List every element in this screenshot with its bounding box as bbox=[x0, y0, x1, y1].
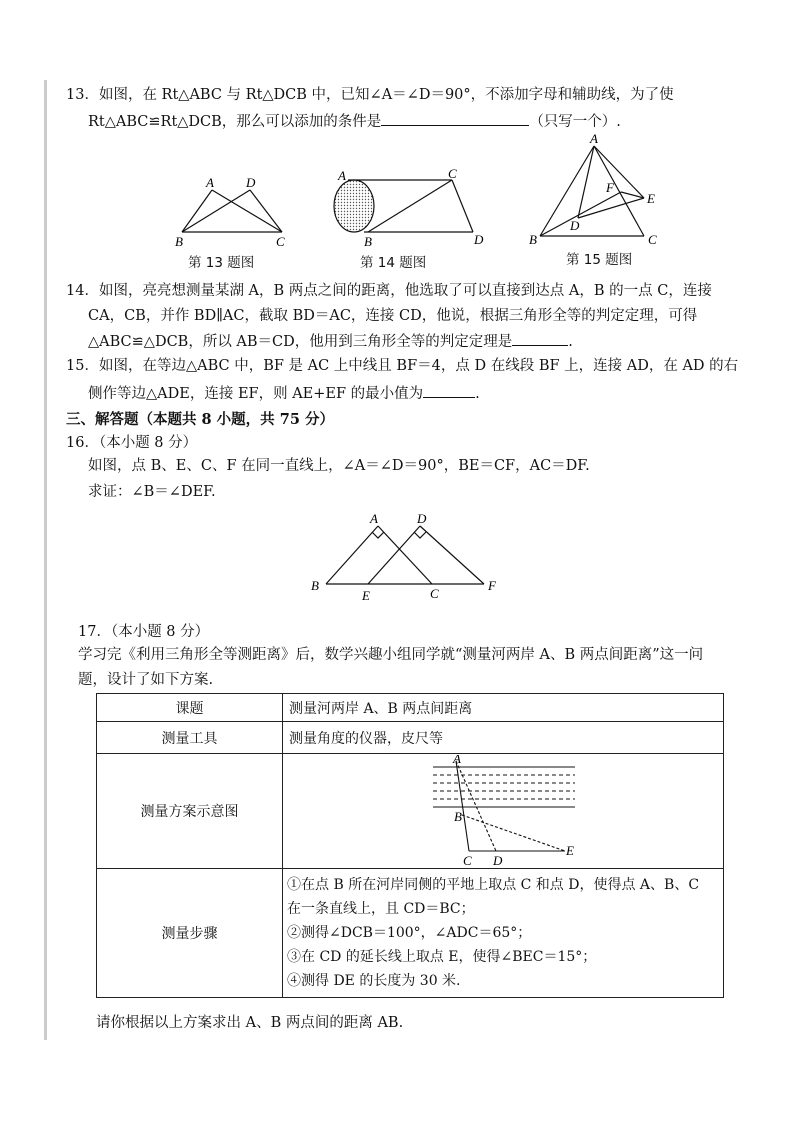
q14-line1: 14．如图，亮亮想测量某湖 A，B 两点之间的距离，他选取了可以直接到达点 A，B 的一点 C，连接 bbox=[66, 283, 712, 299]
figure-13 bbox=[170, 170, 300, 250]
q15-answer-blank[interactable] bbox=[423, 383, 475, 398]
fig13-label-d: D bbox=[246, 175, 256, 190]
q17-intro1: 学习完《利用三角形全等测距离》后，数学兴趣小组同学就“测量河两岸 A、B 两点间距离”这一问 bbox=[78, 647, 704, 663]
fig13-label-c: C bbox=[276, 234, 285, 249]
q15-text: 侧作等边△ADE，连接 EF，则 AE+EF 的最小值为 bbox=[88, 386, 424, 402]
q16-heading: 16．（本小题 8 分） bbox=[66, 435, 198, 451]
q17-intro2: 题，设计了如下方案. bbox=[78, 672, 214, 688]
q15-line2 bbox=[88, 383, 480, 404]
fig14-label-d: D bbox=[474, 232, 484, 247]
fig15-label-f: F bbox=[606, 180, 614, 195]
cell-topic-key: 课题 bbox=[97, 694, 283, 722]
section-3-heading: 三、解答题（本题共 8 小题，共 75 分） bbox=[66, 411, 334, 428]
q13-line1: 13．如图，在 Rt△ABC 与 Rt△DCB 中，已知∠A＝∠D＝90°，不添加字母和辅助线，为了使 bbox=[66, 87, 674, 103]
fig16-label-e: E bbox=[362, 588, 370, 603]
river-measurement-diagram bbox=[283, 755, 721, 868]
q15-text-end: . bbox=[475, 386, 480, 402]
fig16-label-b: B bbox=[311, 578, 319, 593]
caption-fig15: 第 15 题图 bbox=[566, 252, 633, 268]
q13-answer-blank[interactable] bbox=[381, 111, 529, 126]
diagram-label-b: B bbox=[454, 808, 462, 824]
q16-line2: 求证：∠B＝∠DEF. bbox=[88, 484, 216, 500]
diagram-label-e: E bbox=[566, 842, 574, 858]
figure-15 bbox=[526, 132, 666, 250]
q14-text: △ABC≌△DCB，所以 AB＝CD，他用到三角形全等的判定定理是 bbox=[88, 334, 513, 350]
q17-ask: 请你根据以上方案求出 A、B 两点间的距离 AB. bbox=[96, 1015, 404, 1031]
q14-text-end: . bbox=[568, 334, 573, 350]
step-1: ①在点 B 所在河岸同侧的平地上取点 C 和点 D，使得点 A、B、C bbox=[287, 877, 700, 893]
fig16-label-f: F bbox=[488, 578, 496, 593]
q13-text: Rt△ABC≌Rt△DCB，那么可以添加的条件是 bbox=[88, 114, 382, 130]
table-row bbox=[97, 754, 724, 869]
fig13-label-b: B bbox=[175, 234, 183, 249]
fig14-label-a: A bbox=[338, 168, 346, 183]
step-2: ②测得∠DCB＝100°，∠ADC＝65°； bbox=[287, 925, 532, 941]
diagram-label-d: D bbox=[493, 852, 503, 868]
q13-text-end: （只写一个）. bbox=[529, 114, 621, 130]
fig15-label-a: A bbox=[590, 132, 598, 146]
scan-margin-mark bbox=[44, 80, 47, 1040]
fig13-label-a: A bbox=[206, 175, 214, 190]
q15-line1: 15．如图，在等边△ABC 中，BF 是 AC 上中线且 BF＝4，点 D 在线段 BF 上，连接 AD，在 AD 的右 bbox=[66, 358, 739, 374]
caption-fig14: 第 14 题图 bbox=[360, 255, 427, 271]
q17-heading: 17．（本小题 8 分） bbox=[78, 624, 210, 640]
step-4: ④测得 DE 的长度为 30 米. bbox=[287, 973, 461, 989]
caption-fig13: 第 13 题图 bbox=[188, 255, 255, 271]
cell-tools-value: 测量角度的仪器，皮尺等 bbox=[283, 722, 724, 754]
fig15-label-b: B bbox=[529, 232, 537, 247]
fig16-label-c: C bbox=[430, 586, 439, 601]
fig15-label-e: E bbox=[647, 191, 655, 206]
step-1-cont: 在一条直线上，且 CD＝BC； bbox=[287, 901, 475, 917]
fig15-label-c: C bbox=[648, 232, 657, 247]
fig14-label-c: C bbox=[448, 168, 457, 181]
q14-line3 bbox=[88, 331, 573, 352]
fig14-label-b: B bbox=[364, 234, 372, 249]
cell-diagram bbox=[283, 754, 724, 869]
figure-14 bbox=[328, 168, 498, 250]
fig16-label-d: D bbox=[417, 511, 427, 526]
cell-tools-key: 测量工具 bbox=[97, 722, 283, 754]
fig16-label-a: A bbox=[370, 511, 378, 526]
q13-line2 bbox=[88, 111, 621, 132]
cell-diagram-key: 测量方案示意图 bbox=[97, 754, 283, 869]
table-row bbox=[97, 694, 724, 722]
step-3: ③在 CD 的延长线上取点 E，使得∠BEC＝15°； bbox=[287, 949, 597, 965]
q16-line1: 如图，点 B、E、C、F 在同一直线上，∠A＝∠D＝90°，BE＝CF，AC＝DF. bbox=[88, 458, 590, 474]
cell-topic-value: 测量河两岸 A、B 两点间距离 bbox=[283, 694, 724, 722]
table-row bbox=[97, 869, 724, 998]
diagram-label-c: C bbox=[463, 852, 472, 868]
fig15-label-d: D bbox=[570, 218, 580, 233]
q14-answer-blank[interactable] bbox=[512, 331, 568, 346]
figure-16 bbox=[306, 508, 506, 604]
diagram-label-a: A bbox=[453, 754, 461, 766]
cell-steps bbox=[283, 869, 724, 998]
q17-plan-table bbox=[96, 693, 724, 998]
table-row bbox=[97, 722, 724, 754]
cell-steps-key: 测量步骤 bbox=[97, 869, 283, 998]
q14-line2: CA，CB，并作 BD∥AC，截取 BD＝AC，连接 CD，他说，根据三角形全等的判定定理，可得 bbox=[88, 308, 698, 324]
